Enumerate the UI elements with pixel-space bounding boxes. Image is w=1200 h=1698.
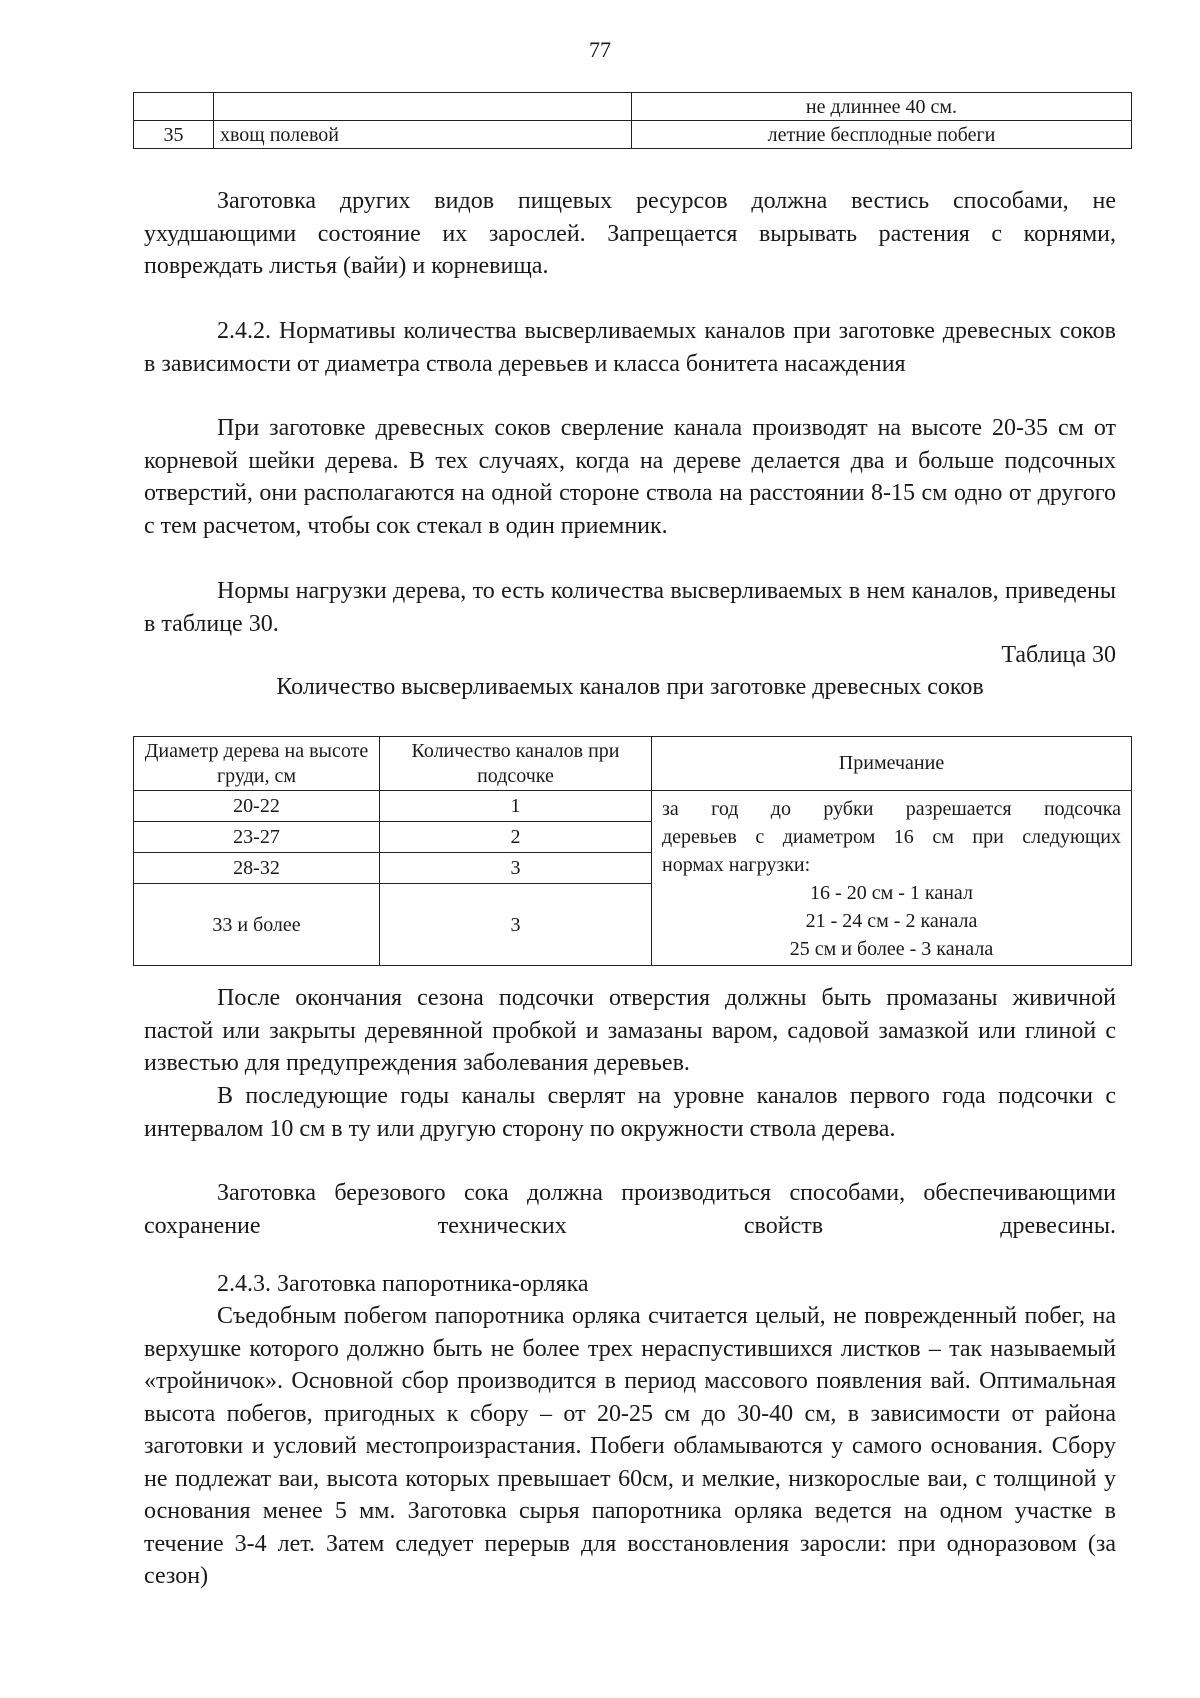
note-cell: [652, 791, 1132, 966]
paragraph-birch-sap: Заготовка березового сока должна производиться способами, обеспечивающими сохранение технических свойств древесины.: [144, 1180, 1116, 1239]
note-norm-line: 16 - 20 см - 1 канал: [810, 882, 973, 904]
column-header-diameter: Диаметр дерева на высоте груди, см: [134, 737, 380, 791]
note-lead-c: нормах нагрузки:: [662, 854, 811, 876]
column-header-note: Примечание: [652, 737, 1132, 791]
harvest-note: не длиннее 40 см.: [632, 93, 1132, 121]
channels-cell: 3: [380, 853, 652, 884]
note-lead-b: деревьев с диаметром 16 см при следующих: [662, 826, 1121, 848]
top-table: [133, 92, 1132, 149]
channels-table: [133, 736, 1132, 966]
diameter-cell: 20-22: [134, 791, 380, 822]
paragraph-load-norms: Нормы нагрузки дерева, то есть количества высверливаемых в нем каналов, приведены в таблице 30.: [144, 578, 1116, 637]
table-title: Количество высверливаемых каналов при заготовке древесных соков: [276, 674, 984, 700]
page-number: 77: [589, 37, 611, 62]
note-norm-line: 21 - 24 см - 2 канала: [805, 910, 978, 932]
section-heading-2-4-2: 2.4.2. Нормативы количества высверливаемых каналов при заготовке древесных соков в зависимости от диаметра ствола деревьев и класса бонитета насаждения: [144, 318, 1116, 377]
row-number: 35: [134, 121, 214, 149]
table-row: [134, 791, 1132, 822]
column-header-channels: Количество каналов при подсочке: [380, 737, 652, 791]
table-header-row: [134, 737, 1132, 791]
row-number: [134, 93, 214, 121]
plant-name: [214, 93, 632, 121]
table-row: [134, 121, 1132, 149]
paragraph-following-years: В последующие годы каналы сверлят на уровне каналов первого года подсочки с интервалом 10 см в ту или другую сторону по окружности ствола дерева.: [144, 1083, 1116, 1142]
paragraph-after-season: После окончания сезона подсочки отверстия должны быть промазаны живичной пастой или закрыты деревянной пробкой и замазаны варом, садовой замазкой или глиной с известью для предупреждения заболевания деревьев.: [144, 985, 1116, 1076]
channels-cell: 1: [380, 791, 652, 822]
table-label: Таблица 30: [1001, 642, 1116, 668]
section-heading-2-4-3: 2.4.3. Заготовка папоротника-орляка: [217, 1271, 589, 1297]
channels-cell: 3: [380, 884, 652, 966]
note-norm-line: 25 см и более - 3 канала: [789, 938, 994, 960]
plant-name: хвощ полевой: [214, 121, 632, 149]
diameter-cell: 33 и более: [134, 884, 380, 966]
diameter-cell: 28-32: [134, 853, 380, 884]
note-lead-a: за год до рубки разрешается подсочка: [662, 798, 1121, 820]
diameter-cell: 23-27: [134, 822, 380, 853]
paragraph-drilling-height: При заготовке древесных соков сверление канала производят на высоте 20-35 см от корневой шейки дерева. В тех случаях, когда на дереве делается два и больше подсочных отверстий, они располагаются на одной стороне ствола на расстоянии 8-15 см одно от другого с тем расчетом, чтобы сок стекал в один приемник.: [144, 415, 1116, 539]
table-row: [134, 93, 1132, 121]
paragraph-bracken-fern: Съедобным побегом папоротника орляка считается целый, не поврежденный побег, на верхушке которого должно быть не более трех нераспустившихся листков – так называемый «тройничок». Основной сбор производится в период массового появления вай. Оптимальная высота побегов, пригодных к сбору – от 20-25 см до 30-40 см, в зависимости от района заготовки и условий местопроизрастания. Побеги обламываются у самого основания. Сбору не подлежат ваи, высота которых превышает 60см, и мелкие, низкорослые ваи, с толщиной у основания менее 5 мм. Заготовка сырья папоротника орляка ведется на одном участке в течение 3-4 лет. Затем следует перерыв для восстановления заросли: при одноразовом (за сезон): [144, 1303, 1116, 1589]
channels-cell: 2: [380, 822, 652, 853]
paragraph-other-resources: Заготовка других видов пищевых ресурсов должна вестись способами, не ухудшающими состояние их зарослей. Запрещается вырывать растения с корнями, повреждать листья (вайи) и корневища.: [144, 188, 1116, 279]
harvest-note: летние бесплодные побеги: [632, 121, 1132, 149]
